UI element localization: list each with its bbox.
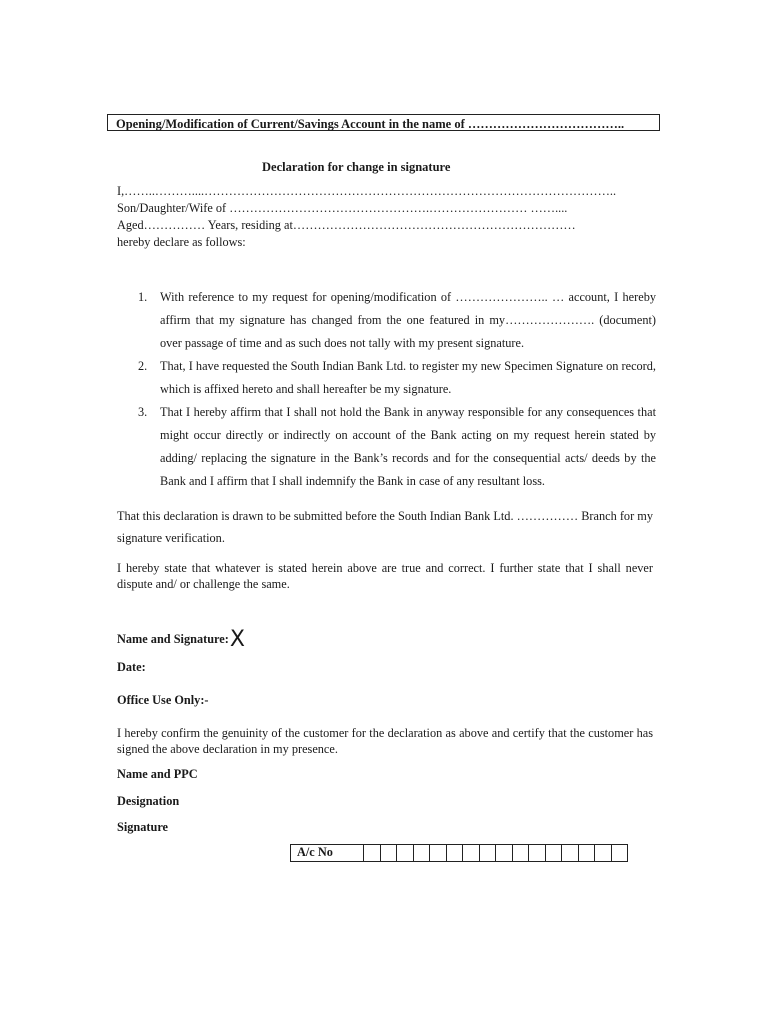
account-number-label: A/c No: [291, 845, 364, 862]
account-digit-cell[interactable]: [595, 845, 612, 862]
name-signature-field[interactable]: [117, 626, 245, 655]
account-digit-cell[interactable]: [446, 845, 463, 862]
account-digit-cell[interactable]: [479, 845, 496, 862]
list-item: [136, 286, 656, 355]
list-item-number: 2.: [138, 359, 148, 373]
list-item-text: With reference to my request for opening/modification of ………………….. … account, I hereby affirm that my signature has changed from the one featured in my…………………. (document) over passage of time and as such does not tally with my present signature.: [160, 290, 656, 350]
account-digit-cell[interactable]: [364, 845, 381, 862]
account-digit-cell[interactable]: [463, 845, 480, 862]
name-signature-label: Name and Signature:: [117, 632, 229, 646]
account-digit-cell[interactable]: [562, 845, 579, 862]
office-use-heading: Office Use Only:-: [117, 693, 209, 707]
form-title: Opening/Modification of Current/Savings Account in the name of ………………………………..: [107, 114, 660, 131]
declaration-heading: Declaration for change in signature: [262, 160, 451, 174]
account-digit-cell[interactable]: [496, 845, 513, 862]
office-confirmation: I hereby confirm the genuinity of the customer for the declaration as above and certify that the customer has signed the above declaration in my presence.: [117, 726, 653, 756]
list-item-text: That, I have requested the South Indian Bank Ltd. to register my new Specimen Signature on record, which is affixed hereto and shall hereafter be my signature.: [160, 359, 656, 396]
truth-statement: I hereby state that whatever is stated herein above are true and correct. I further state that I shall never dispute and/ or challenge the same.: [117, 561, 653, 591]
account-digit-cell[interactable]: [611, 845, 628, 862]
account-digit-cell[interactable]: [545, 845, 562, 862]
signature-label: Signature: [117, 820, 169, 834]
signature-mark-icon: X: [229, 627, 245, 652]
designation-label: Designation: [117, 794, 180, 808]
account-digit-cell[interactable]: [413, 845, 430, 862]
account-digit-cell[interactable]: [380, 845, 397, 862]
account-digit-cell[interactable]: [529, 845, 546, 862]
declaration-list: [136, 286, 656, 493]
account-digit-cell[interactable]: [397, 845, 414, 862]
age-residence-line: Aged…………… Years, residing at……………………………………………………………: [117, 218, 576, 232]
list-item: [136, 401, 656, 493]
list-item-number: 3.: [138, 405, 148, 419]
declarant-name-line: I,……..………....………………………………………………………………………………………..: [117, 184, 617, 198]
list-item: [136, 355, 656, 401]
relation-line: Son/Daughter/Wife of ………………………………………….…………………… ……....: [117, 201, 568, 215]
declare-intro-line: hereby declare as follows:: [117, 235, 246, 249]
list-item-text: That I hereby affirm that I shall not hold the Bank in anyway responsible for any consequences that might occur directly or indirectly on account of the Bank acting on my request herein stated by adding/ replacing the signature in the Bank’s records and for the consequential acts/ deeds by the Bank and I affirm that I shall indemnify the Bank in case of any resultant loss.: [160, 405, 656, 488]
date-label: Date:: [117, 660, 146, 674]
account-digit-cell[interactable]: [430, 845, 447, 862]
account-number-table: [290, 844, 628, 862]
list-item-number: 1.: [138, 290, 148, 304]
submission-paragraph: That this declaration is drawn to be submitted before the South Indian Bank Ltd. …………… Branch for my signature verification.: [117, 509, 653, 545]
account-digit-cell[interactable]: [578, 845, 595, 862]
account-digit-cell[interactable]: [512, 845, 529, 862]
name-ppc-label: Name and PPC: [117, 767, 198, 781]
